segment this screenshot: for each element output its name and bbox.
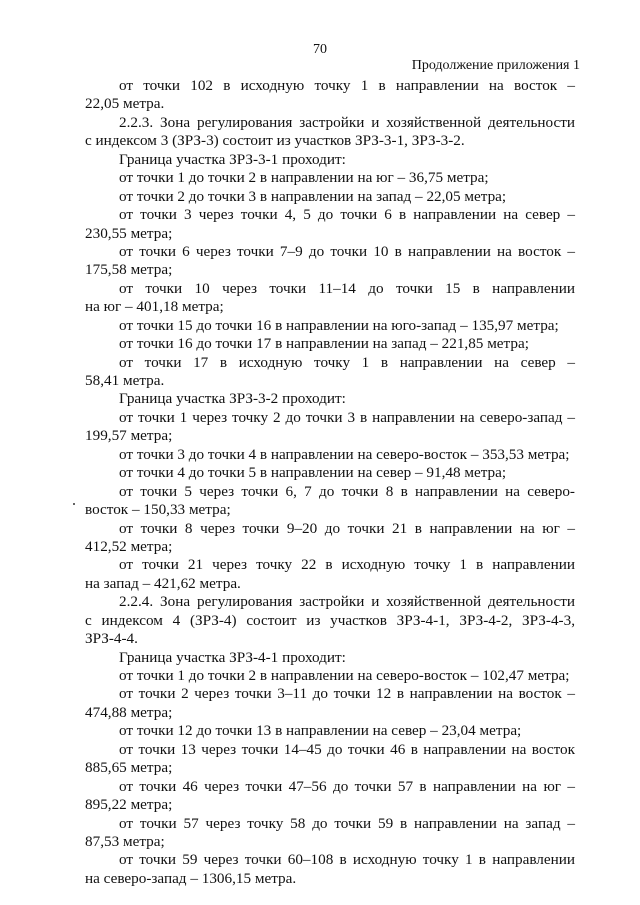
text-line: 2.2.4. Зона регулирования застройки и хозяйственной деятельности [119, 593, 575, 611]
text-line: 22,05 метра. [85, 95, 165, 113]
text-line: 87,53 метра; [85, 832, 165, 850]
text-line: от точки 1 через точку 2 до точки 3 в направлении на северо-запад – [119, 408, 575, 426]
text-line: от точки 16 до точки 17 в направлении на запад – 221,85 метра; [119, 335, 529, 353]
text-line: 175,58 метра; [85, 261, 173, 279]
text-line: Граница участка ЗРЗ-4-1 проходит: [119, 648, 346, 666]
text-line: от точки 1 до точки 2 в направлении на северо-восток – 102,47 метра; [119, 667, 570, 684]
text-line: 895,22 метра; [85, 796, 173, 814]
text-line: от точки 2 до точки 3 в направлении на запад – 22,05 метра; [119, 187, 507, 205]
text-line: 199,57 метра; [85, 427, 173, 445]
text-line: на юг – 401,18 метра; [85, 298, 224, 316]
continuation-label: Продолжение приложения 1 [411, 58, 580, 73]
text-line: 58,41 метра. [85, 372, 165, 389]
text-line: на северо-запад – 1306,15 метра. [85, 869, 297, 887]
text-line: от точки 8 через точки 9–20 до точки 21 в направлении на юг – [119, 519, 575, 537]
text-line: от точки 17 в исходную точку 1 в направлении на север – [119, 353, 575, 371]
text-line: от точки 13 через точки 14–45 до точки 46 в направлении на восток [119, 740, 575, 758]
text-line: 412,52 метра; [85, 537, 173, 555]
text-line: с индексом 4 (ЗРЗ-4) состоит из участков ЗРЗ-4-1, ЗРЗ-4-2, ЗРЗ-4-3, [85, 611, 575, 629]
text-line: 885,65 метра; [85, 759, 173, 777]
page-number: 70 [313, 42, 327, 57]
text-line: восток – 150,33 метра; [85, 501, 231, 519]
text-line: от точки 46 через точки 47–56 до точки 57 в направлении на юг – [119, 777, 575, 795]
text-line: от точки 4 до точки 5 в направлении на север – 91,48 метра; [119, 464, 507, 482]
text-line: от точки 10 через точки 11–14 до точки 15 в направлении [119, 279, 575, 297]
text-line: от точки 6 через точки 7–9 до точки 10 в направлении на восток – [119, 242, 575, 260]
text-line: 230,55 метра; [85, 224, 173, 242]
text-line: 474,88 метра; [85, 703, 173, 721]
text-line: от точки 2 через точки 3–11 до точки 12 в направлении на восток – [119, 685, 575, 703]
text-line: на запад – 421,62 метра. [85, 574, 241, 592]
text-line: от точки 57 через точку 58 до точки 59 в направлении на запад – [119, 814, 575, 832]
text-line: от точки 3 до точки 4 в направлении на северо-восток – 353,53 метра; [119, 445, 570, 463]
text-line: от точки 102 в исходную точку 1 в направлении на восток – [119, 77, 575, 94]
text-line: 2.2.3. Зона регулирования застройки и хозяйственной деятельности [119, 113, 575, 131]
text-line: Граница участка ЗРЗ-3-1 проходит: [119, 150, 346, 168]
text-line: от точки 1 до точки 2 в направлении на юг – 36,75 метра; [119, 169, 489, 187]
text-line: от точки 12 до точки 13 в направлении на север – 23,04 метра; [119, 722, 522, 740]
text-line: от точки 5 через точки 6, 7 до точки 8 в направлении на северо- [119, 482, 575, 500]
text-line: с индексом 3 (ЗРЗ-3) состоит из участков ЗРЗ-3-1, ЗРЗ-3-2. [85, 132, 465, 150]
text-line: от точки 3 через точки 4, 5 до точки 6 в направлении на север – [119, 206, 575, 224]
text-line: Граница участка ЗРЗ-3-2 проходит: [119, 390, 346, 408]
text-line: от точки 15 до точки 16 в направлении на юго-запад – 135,97 метра; [119, 316, 559, 334]
text-line: от точки 59 через точки 60–108 в исходную точку 1 в направлении [119, 851, 575, 869]
margin-dot [73, 503, 75, 505]
document-body [85, 77, 575, 888]
text-line: ЗРЗ-4-4. [85, 630, 138, 648]
text-line: от точки 21 через точку 22 в исходную точку 1 в направлении [119, 556, 575, 574]
